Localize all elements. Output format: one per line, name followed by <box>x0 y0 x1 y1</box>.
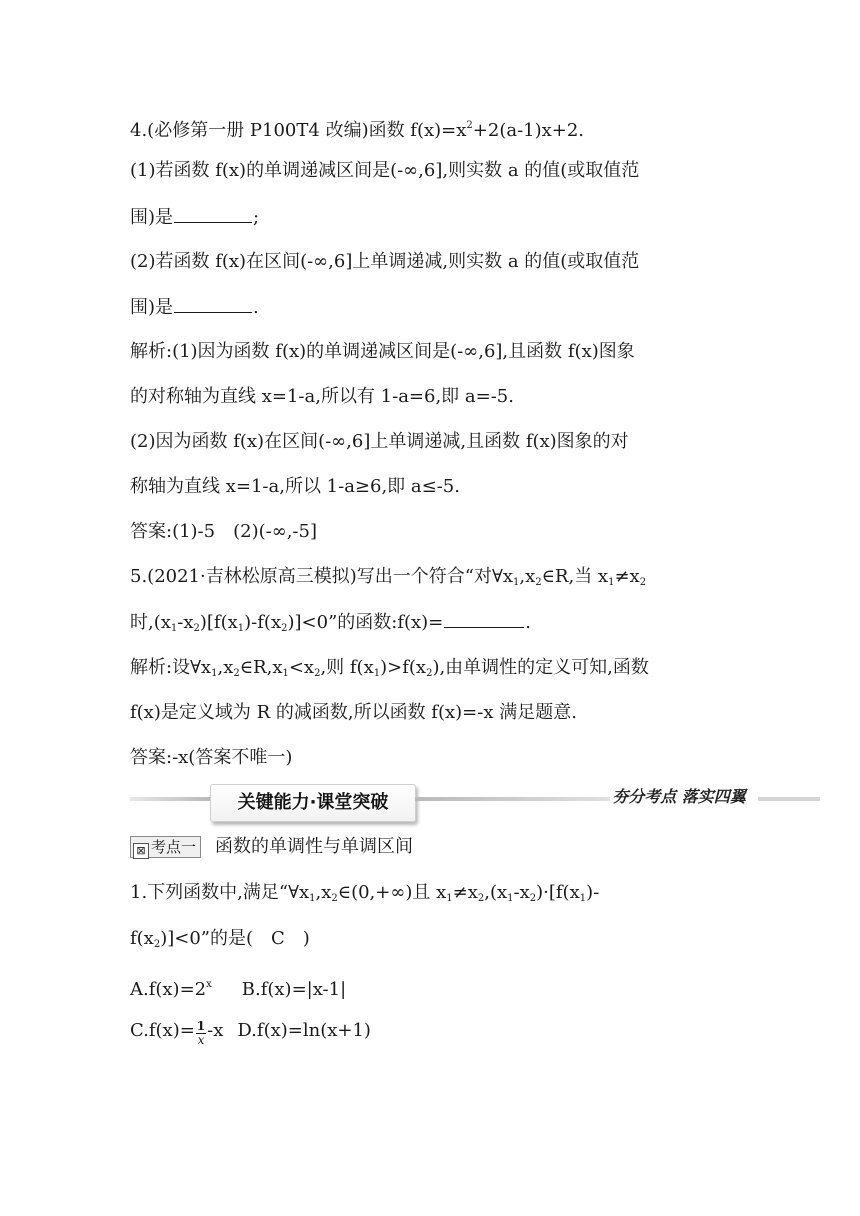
q5-solution-line2: f(x)是定义域为 R 的减函数,所以函数 f(x)=-x 满足题意. <box>130 702 577 723</box>
section-banner <box>130 782 820 828</box>
banner-rule-mid <box>415 797 610 801</box>
fraction: $\frac{1}{x}$ <box>196 1019 206 1047</box>
q4-stem: 4.(必修第一册 P100T4 改编)函数 $f(x)=x^2+2(a-1)x+2$. <box>130 120 585 141</box>
answer-blank <box>174 204 252 223</box>
q4-part1-line2: 围)是 ; <box>130 204 259 231</box>
checkbox-icon: ⊠ <box>133 843 149 859</box>
q4-solution2-line2: 称轴为直线 x=1-a,所以 1-a≥6,即 a≤-5. <box>130 476 460 497</box>
q4-part2-line1: (2)若函数 f(x)在区间(-∞,6]上单调递减,则实数 a 的值(或取值范 <box>130 251 640 272</box>
q5-stem-line1: 5.(2021·吉林松原高三模拟)写出一个符合“对$\forall x_1,x_2\in R$,当 $x_1\ne x_2$ <box>130 566 647 588</box>
topic-title: 函数的单调性与单调区间 <box>215 836 414 857</box>
option-c: C.f(x)= $\frac{1}{x}$ -x <box>130 1019 224 1047</box>
q1-stem-line1: 1.下列函数中,满足“$\forall x_1,x_2\in(0,+\infty)$且 $x_1\ne x_2,(x_1-x_2)\cdot[f(x_1)-$ <box>130 882 600 904</box>
answer-blank <box>444 609 524 628</box>
q5-stem-line2: 时$,(x_1-x_2)[f(x_1)-f(x_2)]<0$”的函数:f(x)= . <box>130 609 531 642</box>
q4-solution2-line1: (2)因为函数 f(x)在区间(-∞,6]上单调递减,且函数 f(x)图象的对 <box>130 431 629 452</box>
section-slogan: 夯分考点 落实四翼 <box>612 787 746 806</box>
q1-options-ab <box>130 972 346 1003</box>
option-b: B.f(x)=|x-1| <box>241 979 347 1000</box>
q5-answer: 答案:-x(答案不唯一) <box>130 747 293 768</box>
q4-part1-line1: (1)若函数 f(x)的单调递减区间是(-∞,6],则实数 a 的值(或取值范 <box>130 160 640 181</box>
q4-answer: 答案:(1)-5 (2)(-∞,-5] <box>130 521 317 542</box>
q4-solution1-line1: 解析:(1)因为函数 f(x)的单调递减区间是(-∞,6],且函数 f(x)图象 <box>130 341 635 362</box>
banner-rule-left <box>130 797 210 801</box>
topic-heading <box>130 834 413 864</box>
q4-part2-line2: 围)是 . <box>130 294 259 321</box>
q1-options-cd <box>130 1018 371 1047</box>
answer-blank <box>174 294 252 313</box>
option-d: D.f(x)=ln(x+1) <box>237 1020 371 1041</box>
option-a: $A.f(x)=2^x$ <box>130 979 212 1000</box>
topic-badge: ⊠ 考点一 <box>130 836 201 858</box>
q5-solution-line1: 解析:设$\forall x_1,x_2\in R,x_1<x_2$,则 $f(x_1)>f(x_2)$,由单调性的定义可知,函数 <box>130 657 649 679</box>
section-title: 关键能力·课堂突破 <box>210 784 416 822</box>
banner-rule-right <box>758 797 820 801</box>
q4-solution1-line2: 的对称轴为直线 x=1-a,所以有 1-a=6,即 a=-5. <box>130 386 514 407</box>
q1-stem-line2: $f(x_2)]<0$”的是( C ) <box>130 928 310 950</box>
